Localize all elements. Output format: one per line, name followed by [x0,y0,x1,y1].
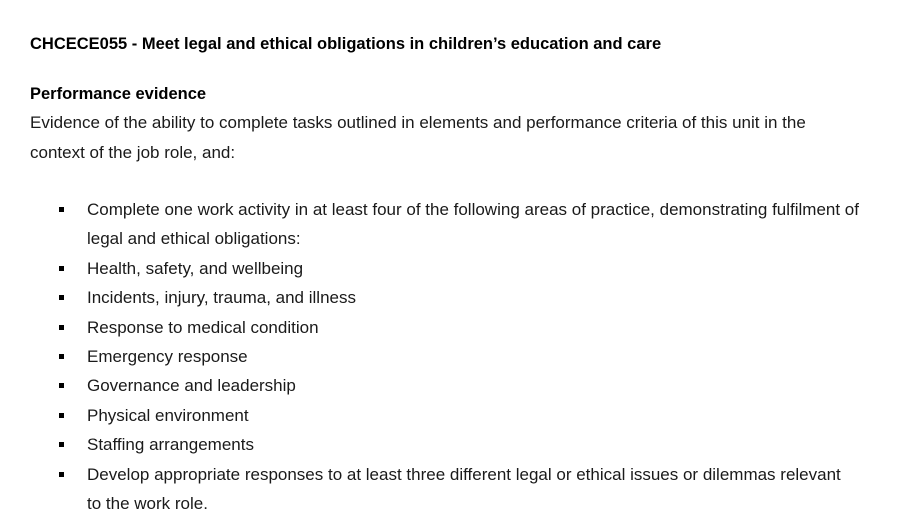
performance-evidence-list [30,195,860,518]
list-item-text: Physical environment [87,405,249,425]
list-item [30,313,860,342]
square-bullet-icon [59,207,64,212]
list-item [30,342,860,371]
list-item-text: Develop appropriate responses to at least three different legal or ethical issues or dilemmas relevant to the work role. [87,464,841,514]
list-item [30,401,860,430]
list-item-text: Emergency response [87,347,248,367]
list-item [30,283,860,312]
square-bullet-icon [59,472,64,477]
list-item-text: Governance and leadership [87,376,296,396]
list-item [30,430,860,459]
list-item-text: Staffing arrangements [87,435,254,455]
square-bullet-icon [59,266,64,271]
square-bullet-icon [59,325,64,330]
list-item-text: Complete one work activity in at least four of the following areas of practice, demonstrating fulfilment of legal and ethical obligations: [87,200,859,249]
list-item-text: Health, safety, and wellbeing [87,258,304,278]
intro-paragraph: Evidence of the ability to complete tasks outlined in elements and performance criteria of this unit in the context of the job role, and: [30,113,806,162]
square-bullet-icon [59,383,64,388]
square-bullet-icon [59,295,64,300]
square-bullet-icon [59,354,64,359]
square-bullet-icon [59,442,64,447]
list-item [30,254,860,283]
section-heading: Performance evidence [30,85,207,103]
list-item-text: Incidents, injury, trauma, and illness [87,288,356,308]
unit-title: CHCECE055 - Meet legal and ethical obligations in children’s education and care [30,35,662,53]
list-item-text: Response to medical condition [87,317,319,337]
square-bullet-icon [59,413,64,418]
list-item [30,460,860,519]
list-item [30,195,860,254]
list-item [30,371,860,400]
